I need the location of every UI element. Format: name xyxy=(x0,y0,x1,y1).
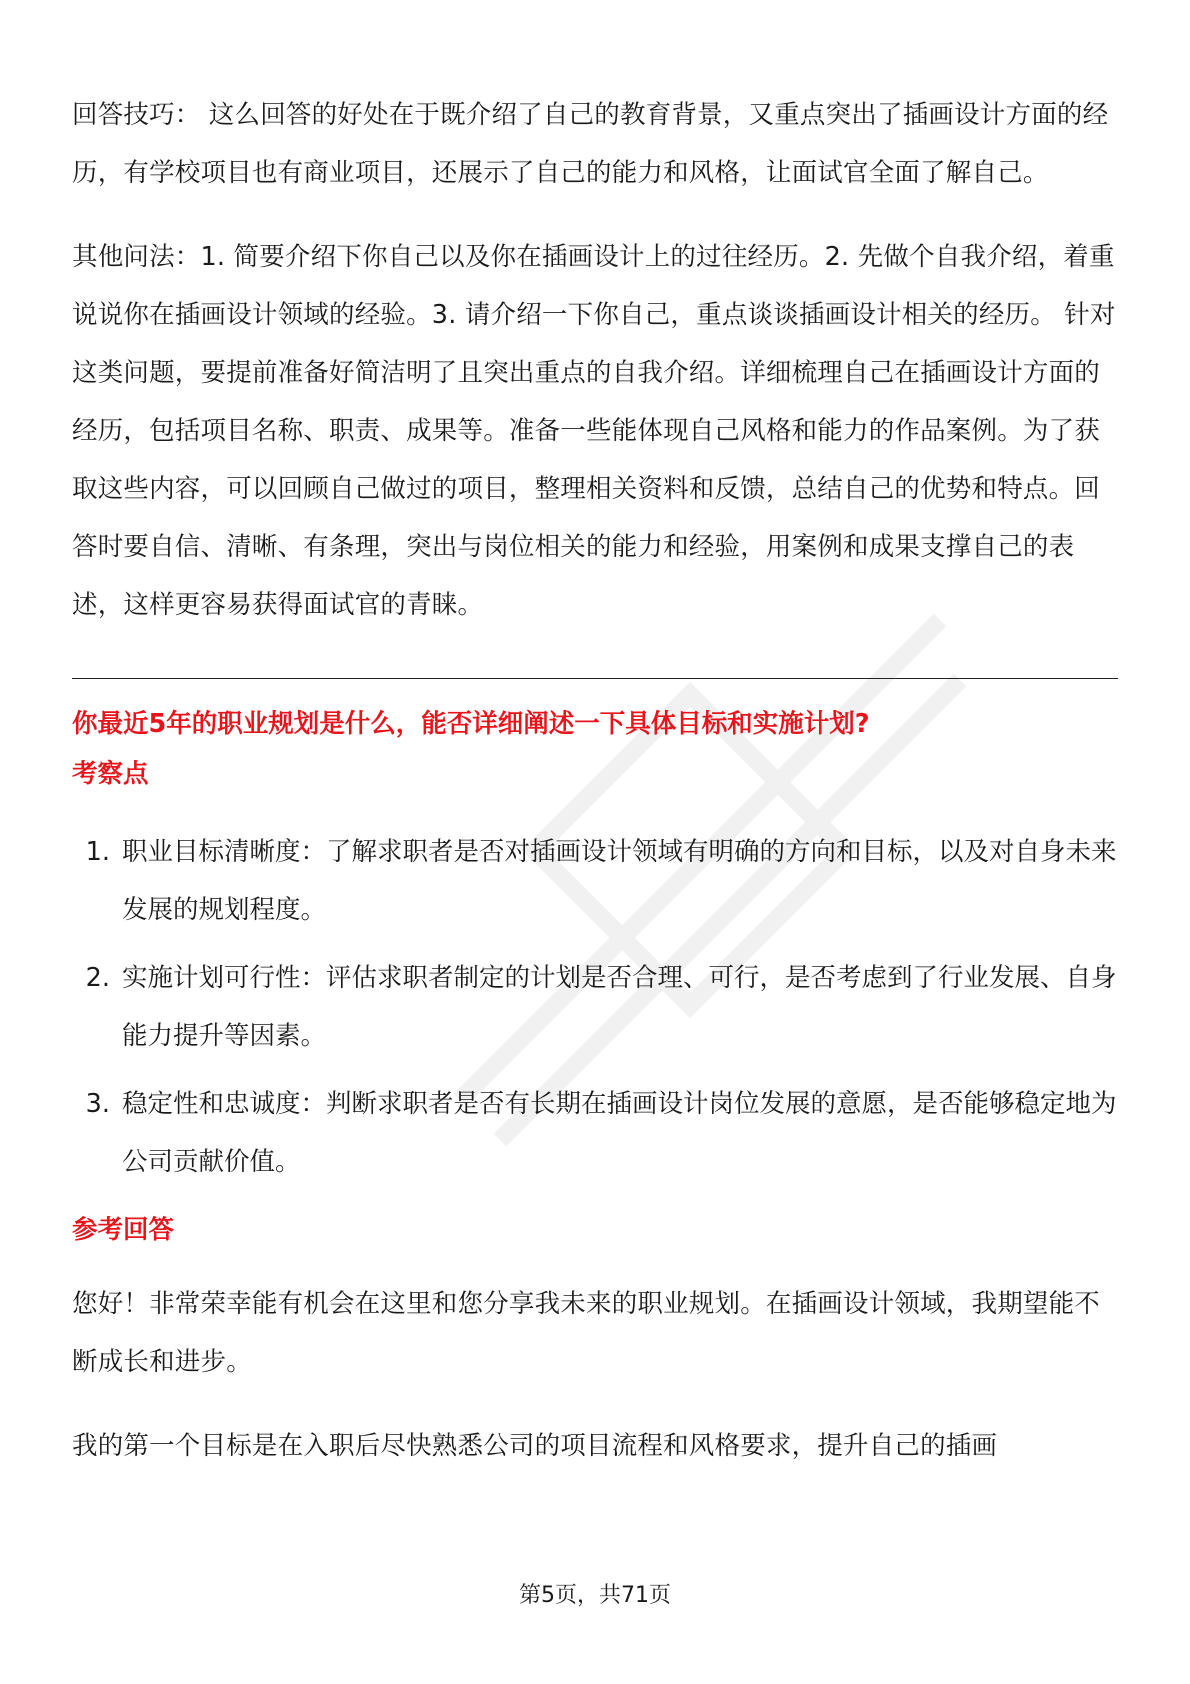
list-item-number: 2. xyxy=(85,963,110,993)
list-item-number: 3. xyxy=(85,1089,110,1119)
list-item-text: 职业目标清晰度：了解求职者是否对插画设计领域有明确的方向和目标，以及对自身未来发展的规划程度。 xyxy=(122,837,1117,925)
list-item-text: 实施计划可行性：评估求职者制定的计划是否合理、可行，是否考虑到了行业发展、自身能力提升等因素。 xyxy=(122,963,1117,1051)
list-item xyxy=(72,1075,1118,1191)
page-footer: 第5页，共71页 xyxy=(519,1583,671,1608)
question-title: 你最近5年的职业规划是什么，能否详细阐述一下具体目标和实施计划? xyxy=(72,709,870,739)
reference-heading: 参考回答 xyxy=(72,1215,175,1245)
document-page xyxy=(72,96,1118,1475)
reference-paragraph: 我的第一个目标是在入职后尽快熟悉公司的项目流程和风格要求，提升自己的插画 xyxy=(72,1431,998,1461)
assessment-points-list xyxy=(72,823,1118,1191)
answer-tip-paragraph: 回答技巧： 这么回答的好处在于既介绍了自己的教育背景，又重点突出了插画设计方面的经历，有学校项目也有商业项目，还展示了自己的能力和风格，让面试官全面了解自己。 xyxy=(72,100,1109,188)
list-item xyxy=(72,823,1118,939)
list-item xyxy=(72,949,1118,1065)
list-item-number: 1. xyxy=(85,837,110,867)
reference-paragraph: 您好！非常荣幸能有机会在这里和您分享我未来的职业规划。在插画设计领域，我期望能不断成长和进步。 xyxy=(72,1289,1101,1377)
assessment-heading: 考察点 xyxy=(72,759,149,789)
list-item-text: 稳定性和忠诚度：判断求职者是否有长期在插画设计岗位发展的意愿，是否能够稳定地为公司贡献价值。 xyxy=(122,1089,1117,1177)
section-divider xyxy=(72,678,1118,679)
other-questions-paragraph: 其他问法：1. 简要介绍下你自己以及你在插画设计上的过往经历。2. 先做个自我介绍，着重说说你在插画设计领域的经验。3. 请介绍一下你自己，重点谈谈插画设计相关的经历。 针对这类问题，要提前准备好简洁明了且突出重点的自我介绍。详细梳理自己在插画设计方面的经历，包括项目名称、职责、成果等。准备一些能体现自己风格和能力的作品案例。为了获取这些内容，可以回顾自己做过的项目，整理相关资料和反馈，总结自己的优势和特点。回答时要自信、清晰、有条理，突出与岗位相关的能力和经验，用案例和成果支撑自己的表述，这样更容易获得面试官的青睐。 xyxy=(72,242,1116,620)
